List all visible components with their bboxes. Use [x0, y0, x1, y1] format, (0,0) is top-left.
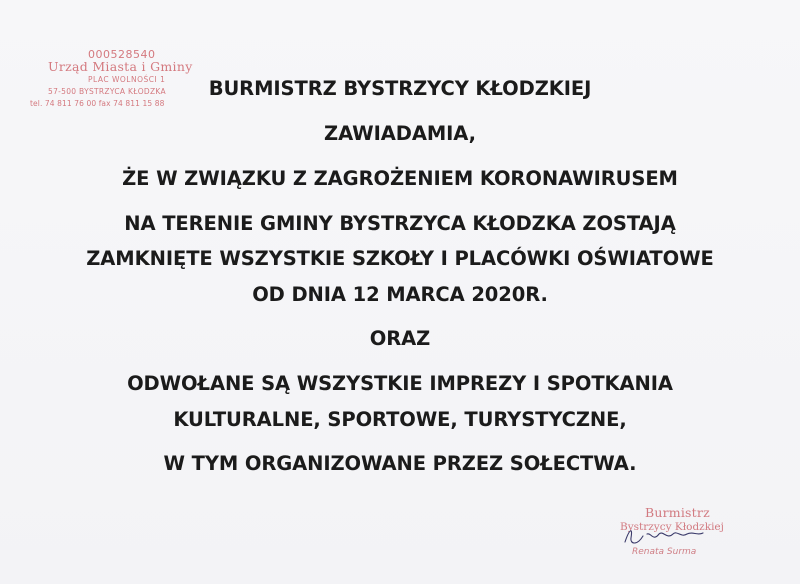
signature-title: Burmistrz — [645, 505, 710, 520]
stamp-phone-fax: tel. 74 811 76 00 fax 74 811 15 88 — [30, 99, 165, 108]
notice-line: NA TERENIE GMINY BYSTRZYCA KŁODZKA ZOSTAJĄ — [124, 212, 676, 235]
notice-heading: BURMISTRZ BYSTRZYCY KŁODZKIEJ — [208, 77, 592, 100]
signature-town: Bystrzycy Kłodzkiej — [620, 521, 724, 533]
notice-line: OD DNIA 12 MARCA 2020R. — [252, 283, 548, 306]
signature-name: Renata Surma — [632, 547, 697, 557]
notice-line: ZAWIADAMIA, — [324, 122, 476, 145]
stamp-city: 57-500 BYSTRZYCA KŁODZKA — [48, 87, 166, 96]
handwritten-signature — [617, 520, 727, 550]
notice-line: W TYM ORGANIZOWANE PRZEZ SOŁECTWA. — [163, 452, 637, 475]
notice-line: ZAMKNIĘTE WSZYSTKIE SZKOŁY I PLACÓWKI OŚWIATOWE — [86, 247, 714, 270]
stamp-office-name: Urząd Miasta i Gminy — [48, 59, 193, 74]
stamp-regon: 000528540 — [88, 48, 156, 61]
stamp-street: PLAC WOLNOŚCI 1 — [88, 75, 166, 84]
notice-line: ODWOŁANE SĄ WSZYSTKIE IMPREZY I SPOTKANIA — [127, 372, 673, 395]
notice-line: ORAZ — [369, 327, 431, 350]
notice-line: KULTURALNE, SPORTOWE, TURYSTYCZNE, — [173, 408, 627, 431]
notice-line: ŻE W ZWIĄZKU Z ZAGROŻENIEM KORONAWIRUSEM — [122, 167, 678, 190]
